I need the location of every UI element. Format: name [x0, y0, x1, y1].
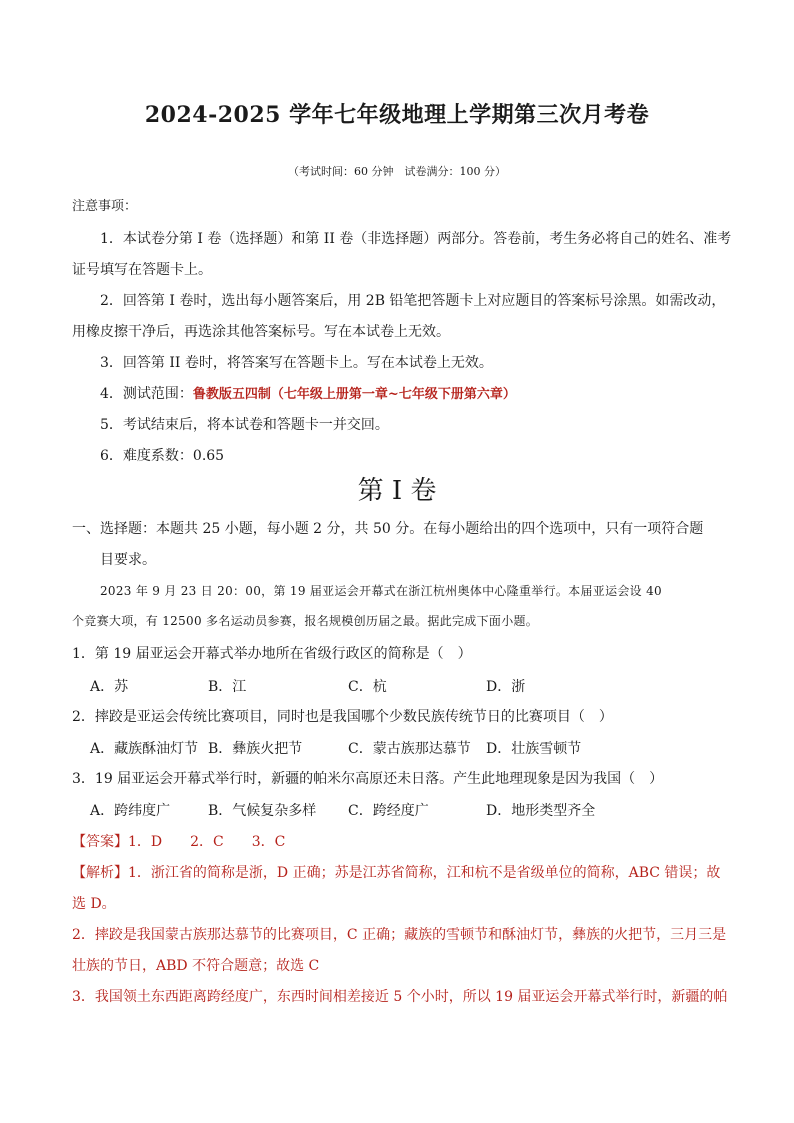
- section-1-instructions-line-1: 一、选择题：本题共 25 小题，每小题 2 分，共 50 分。在每小题给出的四个选项中，只有一项符合题: [72, 521, 704, 537]
- question-3-option-b: B．气候复杂多样: [208, 803, 317, 819]
- note-item-5: 5．考试结束后，将本试卷和答题卡一并交回。: [100, 417, 389, 433]
- question-1-option-c: C．杭: [348, 679, 387, 695]
- analysis-line-1: [72, 862, 720, 882]
- note-item-6: 6．难度系数：0.65: [100, 448, 225, 464]
- analysis-line-2: 选 D。: [72, 896, 116, 912]
- analysis-line-3: 2．摔跤是我国蒙古族那达慕节的比赛项目，C 正确；藏族的雪顿节和酥油灯节，彝族的火把节，三月三是: [72, 927, 727, 943]
- question-2-stem: 2．摔跤是亚运会传统比赛项目，同时也是我国哪个少数民族传统节日的比赛项目（ ）: [72, 709, 613, 725]
- reading-passage-line-2: 个竞赛大项，有 12500 多名运动员参赛，报名规模创历届之最。据此完成下面小题。: [72, 614, 539, 628]
- question-1-option-b: B．江: [208, 679, 247, 695]
- question-2-option-d: D．壮族雪顿节: [486, 741, 582, 757]
- note-item-3: 3．回答第 II 卷时，将答案写在答题卡上。写在本试卷上无效。: [100, 355, 493, 371]
- question-1-option-d: D．浙: [486, 679, 526, 695]
- question-3-option-d: D．地形类型齐全: [486, 803, 596, 819]
- question-2-options: [90, 738, 690, 758]
- note-item-2-line-2: 用橡皮擦干净后，再选涂其他答案标号。写在本试卷上无效。: [72, 324, 450, 340]
- question-3-option-c: C．跨经度广: [348, 803, 429, 819]
- answer-label: 【答案】: [72, 834, 128, 850]
- question-2-option-b: B．彝族火把节: [208, 741, 303, 757]
- exam-time-score-info: （考试时间：60 分钟 试卷满分：100 分）: [288, 165, 506, 178]
- note-item-4-label: 4．测试范围：: [100, 386, 193, 402]
- analysis-line-5: 3．我国领土东西距离跨经度广，东西时间相差接近 5 个小时，所以 19 届亚运会开幕式举行时，新疆的帕: [72, 989, 728, 1005]
- question-3-options: [90, 800, 690, 820]
- test-scope-text: 鲁教版五四制（七年级上册第一章~七年级下册第六章）: [192, 387, 516, 402]
- question-2-option-c: C．蒙古族那达慕节: [348, 741, 471, 757]
- note-item-4: [100, 383, 516, 403]
- volume-title: 第 I 卷: [357, 476, 437, 506]
- analysis-text-1: 1．浙江省的简称是浙，D 正确；苏是江苏省简称，江和杭不是省级单位的简称，ABC 错误；故: [128, 865, 721, 881]
- exam-title: 2024-2025 学年七年级地理上学期第三次月考卷: [144, 102, 650, 128]
- notes-heading: 注意事项：: [72, 199, 138, 214]
- analysis-label: 【解析】: [72, 865, 128, 881]
- analysis-line-4: 壮族的节日，ABD 不符合题意；故选 C: [72, 958, 320, 974]
- question-3-stem: 3．19 届亚运会开幕式举行时，新疆的帕米尔高原还未日落。产生此地理现象是因为我国（ ）: [72, 771, 664, 787]
- note-item-2-line-1: 2．回答第 I 卷时，选出每小题答案后，用 2B 铅笔把答题卡上对应题目的答案标号涂黑。如需改动，: [100, 293, 726, 309]
- answer-line: [72, 831, 285, 851]
- reading-passage-line-1: 2023 年 9 月 23 日 20：00，第 19 届亚运会开幕式在浙江杭州奥体中心隆重举行。本届亚运会设 40: [100, 584, 662, 598]
- answer-text: 1．D 2．C 3．C: [128, 834, 286, 850]
- question-2-option-a: A．藏族酥油灯节: [90, 741, 199, 757]
- question-1-option-a: A．苏: [90, 679, 129, 695]
- question-1-options: [90, 676, 690, 696]
- question-1-stem: 1．第 19 届亚运会开幕式举办地所在省级行政区的简称是（ ）: [72, 646, 472, 662]
- section-1-instructions-line-2: 目要求。: [100, 552, 156, 568]
- note-item-1-line-1: 1．本试卷分第 I 卷（选择题）和第 II 卷（非选择题）两部分。答卷前，考生务必将自己的姓名、准考: [100, 231, 732, 247]
- note-item-1-line-2: 证号填写在答题卡上。: [72, 262, 212, 278]
- question-3-option-a: A．跨纬度广: [90, 803, 171, 819]
